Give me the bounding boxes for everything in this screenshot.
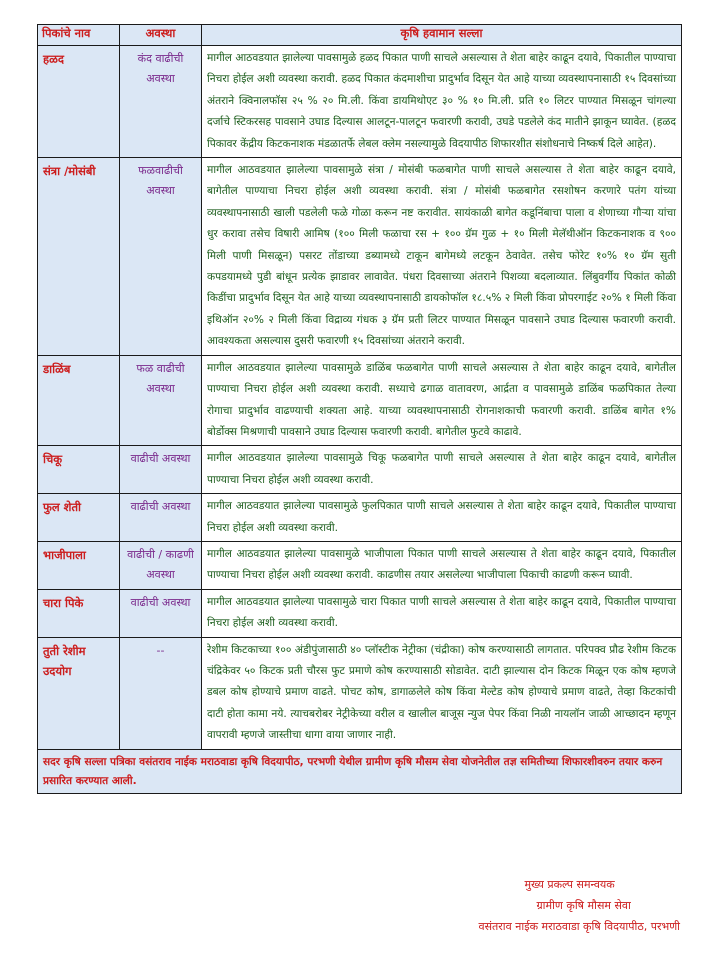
table-row-sericulture xyxy=(38,637,682,749)
table-header-row xyxy=(38,25,682,46)
footer-note: सदर कृषि सल्ला पत्रिका वसंतराव नाईक मराठवाडा कृषि विदयापीठ, परभणी येथील ग्रामीण कृषि मौसम सेवा योजनेतील तज्ञ समितीच्या शिफारशीवरुन तयार करुन प्रसारित करण्यात आली. xyxy=(38,749,682,793)
signature-service: ग्रामीण कृषि मौसम सेवा xyxy=(536,899,631,912)
table-row-turmeric xyxy=(38,46,682,158)
crop-name: डाळिंब xyxy=(38,355,120,446)
crop-stage: कंद वाढीची अवस्था xyxy=(120,46,202,158)
crop-stage: -- xyxy=(120,637,202,749)
table-row-orange-mosambi xyxy=(38,158,682,356)
crop-advice: मागील आठवडयात झालेल्या पावसामुळे भाजीपाला पिकात पाणी साचले असल्यास ते शेता बाहेर काढून दयावे, पिकातील पाण्याचा निचरा होईल अशी व्यवस्था करावी. काढणीस तयार असलेल्या भाजीपाला पिकाची काढणी करून घ्यावी. xyxy=(202,541,682,589)
table-footer-row xyxy=(38,749,682,793)
table-row-flower-farming xyxy=(38,494,682,542)
crop-stage: वाढीची अवस्था xyxy=(120,446,202,494)
crop-stage: वाढीची / काढणी अवस्था xyxy=(120,541,202,589)
advisory-table xyxy=(37,24,682,794)
crop-name: चिकू xyxy=(38,446,120,494)
crop-name: चारा पिके xyxy=(38,589,120,637)
crop-advice: मागील आठवडयात झालेल्या पावसामुळे संत्रा / मोसंबी फळबागेत पाणी साचले असल्यास ते शेता बाहेर काढून दयावे, बागेतील पाण्याचा निचरा होईल अशी व्यवस्था करावी. संत्रा / मोसंबी फळबागेत रसशोषन करणारे पतंग यांच्या व्यवस्थापनासाठी खाली पडलेली फळे गोळा करून नष्ट करावीत. सायंकाळी बागेत कडूनिंबाचा पाला व शेणाच्या गौऱ्या यांचा धुर करावा तसेच विषारी आमिष (१०० मिली फळाचा रस + १०० ग्रॅम गुळ + १० मिली मेलॅथीऑन किटकनाशक व ९०० मिली पाणी मिसळून) पसरट तोंडाच्या डब्यामध्ये टाकून बागेमध्ये लटकून ठेवावेत. तसेच फोरेट १०% १० ग्रॅम सुती कपडयामध्ये पुडी बांधून प्रत्येक झाडावर लावावेत. पंधरा दिवसाच्या अंतराने पिशव्या बदलाव्यात. लिंबुवर्गीय पिकांत कोळी किडींचा प्रादुर्भाव दिसून येत आहे याच्या व्यवस्थापनासाठी डायकोफॉल १८.५% २ मिली किंवा प्रोपरगाईट २०% १ मिली किंवा इथिऑन २०% २ मिली किंवा विद्राव्य गंधक ३ ग्रॅम प्रती लिटर पाण्यात मिसळून पावसाने उघाड दिल्यास फवारणी करावी. आवश्यकता असल्यास दुसरी फवारणी १५ दिवसांच्या अंतराने करावी. xyxy=(202,158,682,356)
crop-name: भाजीपाला xyxy=(38,541,120,589)
column-header-advice: कृषि हवामान सल्ला xyxy=(202,25,682,46)
crop-advice: मागील आठवडयात झालेल्या पावसामुळे फुलपिकात पाणी साचले असल्यास ते शेता बाहेर काढून दयावे, पिकातील पाण्याचा निचरा होईल अशी व्यवस्था करावी. xyxy=(202,494,682,542)
crop-advice: मागील आठवडयात झालेल्या पावसामुळे चिकू फळबागेत पाणी साचले असल्यास ते शेता बाहेर काढून दयावे, बागेतील पाण्याचा निचरा होईल अशी व्यवस्था करावी. xyxy=(202,446,682,494)
crop-name: तुती रेशीम उदयोग xyxy=(38,637,120,749)
crop-advice: रेशीम किटकाच्या १०० अंडीपुंजासाठी ४० प्लॉस्टीक नेट्रीका (चंद्रीका) कोष करण्यासाठी लागतात. परिपक्व प्रौढ रेशीम किटक चंद्रिकेवर ५० किटक प्रती चौरस फुट प्रमाणे कोष करण्यासाठी सोडावेत. दाटी झाल्यास दोन किटक मिळून एक कोष म्हणजे डबल कोष होण्याचे प्रमाण वाढते. पोचट कोष, डागाळलेले कोष किंवा मेल्टेड कोष होण्याचे प्रमाण वाढते, तेव्हा किटकांची दाटी होता कामा नये. त्याचबरोबर नेट्रीकेच्या वरील व खालील बाजूस न्युज पेपर किंवा निळी नायलॉन जाळी आच्छादन म्हणून वापरावी म्हणजे जास्तीचा धागा वाया जाणार नाही. xyxy=(202,637,682,749)
crop-advice: मागील आठवडयात झालेल्या पावसामुळे हळद पिकात पाणी साचले असल्यास ते शेता बाहेर काढून दयावे, पिकातील पाण्याचा निचरा होईल अशी व्यवस्था करावी. हळद पिकात कंदमाशीचा प्रादुर्भाव दिसून येत आहे याच्या व्यवस्थापनासाठी १५ दिवसांच्या अंतराने क्विनालफॉस २५ % २० मि.ली. किंवा डायमिथोएट ३० % १० मि.ली. प्रति १० लिटर पाण्यात मिसळून चांगल्या दर्जाचे स्टिकरसह पावसाने उघाड दिल्यास आलटून-पालटून फवारणी करावी, उघडे पडलेले कंद मातीने झाकून घ्यावेत. (हळद पिकावर केंद्रीय किटकनाशक मंडळातर्फे लेबल क्लेम नसल्यामुळे विदयापीठ शिफारशीत संशोधनाचे निष्कर्ष दिले आहेत). xyxy=(202,46,682,158)
crop-name: हळद xyxy=(38,46,120,158)
table-row-pomegranate xyxy=(38,355,682,446)
crop-advice: मागील आठवडयात झालेल्या पावसामुळे चारा पिकात पाणी साचले असल्यास ते शेता बाहेर काढून दयावे, पिकातील पाण्याचा निचरा होईल अशी व्यवस्था करावी. xyxy=(202,589,682,637)
crop-name: फुल शेती xyxy=(38,494,120,542)
column-header-crop: पिकांचे नाव xyxy=(38,25,120,46)
advisory-sheet xyxy=(37,24,681,794)
table-row-vegetables xyxy=(38,541,682,589)
crop-stage: फळवाढीची अवस्था xyxy=(120,158,202,356)
crop-advice: मागील आठवडयात झालेल्या पावसामुळे डाळिंब फळबागेत पाणी साचले असल्यास ते शेता बाहेर काढून दयावे, बागेतील पाण्याचा निचरा होईल अशी व्यवस्था करावी. सध्याचे ढगाळ वातावरण, आर्द्रता व पावसामुळे डाळिंब फळपिकात तेल्या रोगाचा प्रादुर्भाव वाढण्याची शक्यता आहे. याच्या व्यवस्थापनासाठी रोगनाशकाची फवारणी करावी. डाळिंब बागेत १% बोर्डोक्स मिश्रणाची पावसाने उघाड दिल्यास फवारणी करावी. बागेतील फुटवे काढावे. xyxy=(202,355,682,446)
crop-stage: वाढीची अवस्था xyxy=(120,494,202,542)
signature-designation: मुख्य प्रकल्प समन्वयक xyxy=(524,878,615,891)
table-row-chiku xyxy=(38,446,682,494)
crop-name: संत्रा /मोसंबी xyxy=(38,158,120,356)
crop-stage: फळ वाढीची अवस्था xyxy=(120,355,202,446)
crop-stage: वाढीची अवस्था xyxy=(120,589,202,637)
table-row-fodder-crops xyxy=(38,589,682,637)
column-header-stage: अवस्था xyxy=(120,25,202,46)
signature-university: वसंतराव नाईक मराठवाडा कृषि विदयापीठ, परभणी xyxy=(478,920,680,933)
signature-block xyxy=(478,874,680,937)
